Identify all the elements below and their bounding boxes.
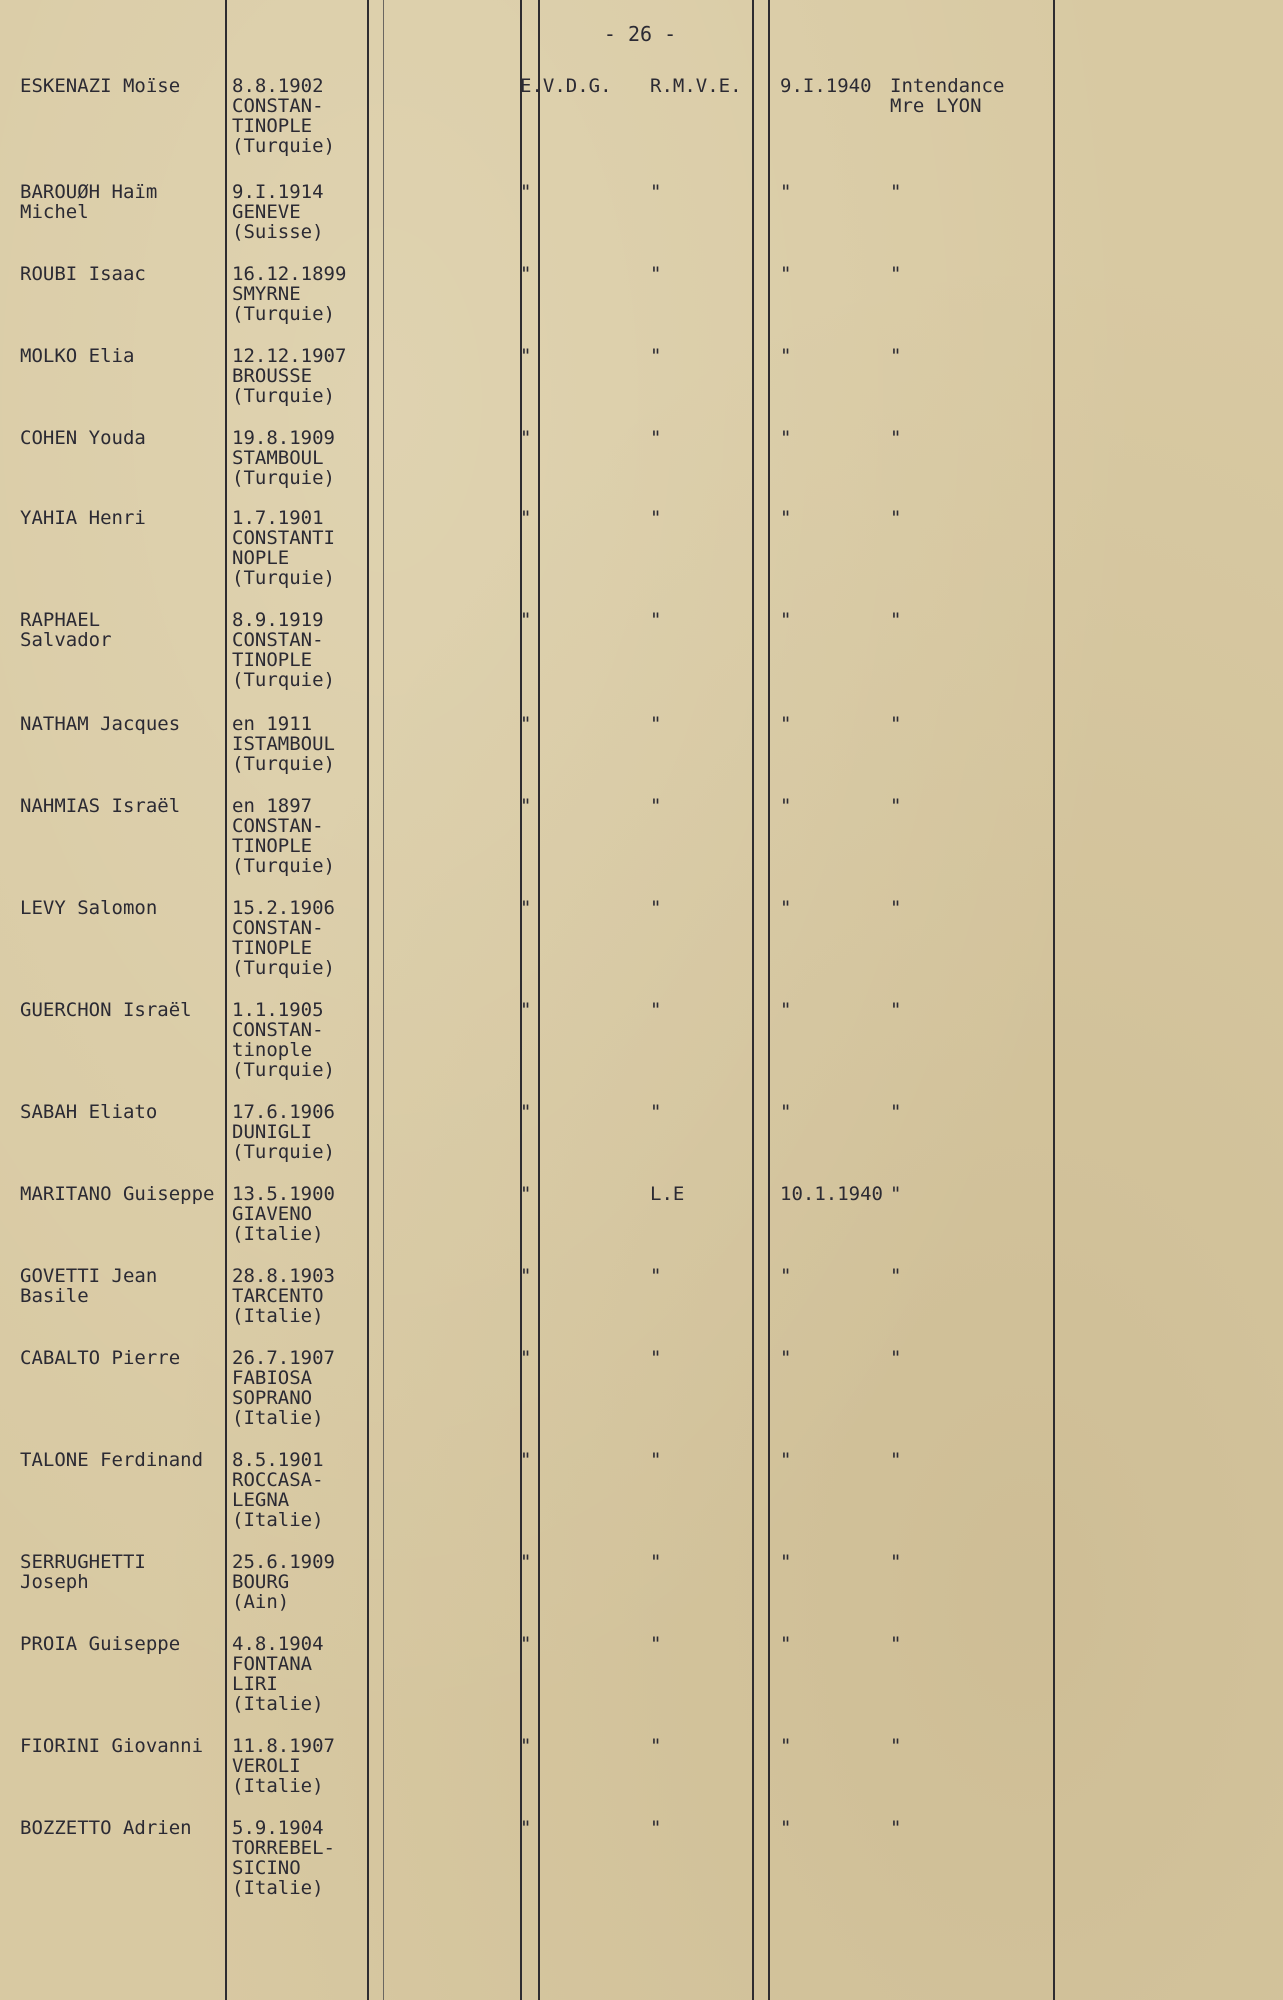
birth-info-line: 1.7.1901 bbox=[232, 507, 324, 529]
service-code: " bbox=[650, 999, 662, 1021]
birth-info-line: GENEVE bbox=[232, 201, 301, 223]
birth-info bbox=[232, 610, 372, 690]
person-name-line: RAPHAEL bbox=[20, 609, 101, 631]
column-rule bbox=[1053, 0, 1055, 2000]
assignment-cell-line: " bbox=[890, 1449, 902, 1471]
birth-info-line: 9.I.1914 bbox=[232, 181, 324, 203]
assignment-cell-line: " bbox=[890, 345, 902, 367]
date-cell: " bbox=[780, 795, 792, 817]
assignment-cell bbox=[890, 346, 1030, 366]
unit-code: " bbox=[520, 427, 532, 449]
service-code: " bbox=[650, 795, 662, 817]
birth-info-line: 13.5.1900 bbox=[232, 1183, 335, 1205]
unit-code: " bbox=[520, 1633, 532, 1655]
birth-info-line: (Italie) bbox=[232, 1509, 324, 1531]
assignment-cell bbox=[890, 1552, 1030, 1572]
birth-info-line: (Turquie) bbox=[232, 957, 335, 979]
assignment-cell bbox=[890, 1184, 1030, 1204]
birth-info bbox=[232, 428, 372, 488]
person-name-line: FIORINI Giovanni bbox=[20, 1735, 204, 1757]
date-cell: " bbox=[780, 427, 792, 449]
person-name-line: ESKENAZI Moïse bbox=[20, 75, 181, 97]
assignment-cell-line: " bbox=[890, 427, 902, 449]
birth-info-line: FABIOSA bbox=[232, 1367, 313, 1389]
birth-info-line: TINOPLE bbox=[232, 115, 313, 137]
birth-info-line: VEROLI bbox=[232, 1755, 301, 1777]
service-code: " bbox=[650, 1265, 662, 1287]
birth-info bbox=[232, 182, 372, 242]
assignment-cell bbox=[890, 264, 1030, 284]
assignment-cell bbox=[890, 76, 1030, 116]
person-name bbox=[20, 1000, 225, 1020]
person-name-line: ROUBI Isaac bbox=[20, 263, 146, 285]
service-code: " bbox=[650, 345, 662, 367]
birth-info-line: LIRI bbox=[232, 1673, 278, 1695]
person-name-line: LEVY Salomon bbox=[20, 897, 158, 919]
service-code: " bbox=[650, 1735, 662, 1757]
service-code: " bbox=[650, 1101, 662, 1123]
service-code: " bbox=[650, 263, 662, 285]
birth-info-line: CONSTAN- bbox=[232, 95, 324, 117]
unit-code: " bbox=[520, 897, 532, 919]
birth-info-line: (Turquie) bbox=[232, 135, 335, 157]
person-name bbox=[20, 428, 225, 448]
birth-info bbox=[232, 1552, 372, 1612]
person-name bbox=[20, 264, 225, 284]
service-code: " bbox=[650, 897, 662, 919]
person-name bbox=[20, 1634, 225, 1654]
unit-code: " bbox=[520, 507, 532, 529]
birth-info-line: 17.6.1906 bbox=[232, 1101, 335, 1123]
page-number: - 26 - bbox=[603, 22, 677, 46]
birth-info-line: TORREBEL- bbox=[232, 1837, 335, 1859]
unit-code: " bbox=[520, 1817, 532, 1839]
date-cell: " bbox=[780, 1265, 792, 1287]
assignment-cell bbox=[890, 796, 1030, 816]
person-name-line: BAROUØH Haïm bbox=[20, 181, 158, 203]
birth-info-line: (Italie) bbox=[232, 1775, 324, 1797]
birth-info-line: en 1897 bbox=[232, 795, 313, 817]
assignment-cell bbox=[890, 1348, 1030, 1368]
birth-info-line: STAMBOUL bbox=[232, 447, 324, 469]
column-rule bbox=[383, 0, 384, 2000]
unit-code: " bbox=[520, 1183, 532, 1205]
birth-info-line: (Suisse) bbox=[232, 221, 324, 243]
person-name-line: PROIA Guiseppe bbox=[20, 1633, 181, 1655]
birth-info-line: (Turquie) bbox=[232, 303, 335, 325]
birth-info bbox=[232, 346, 372, 406]
column-rule bbox=[225, 0, 227, 2000]
birth-info-line: en 1911 bbox=[232, 713, 313, 735]
date-cell: " bbox=[780, 1817, 792, 1839]
service-code: " bbox=[650, 1449, 662, 1471]
assignment-cell-line: " bbox=[890, 609, 902, 631]
birth-info bbox=[232, 264, 372, 324]
person-name bbox=[20, 796, 225, 816]
birth-info-line: (Italie) bbox=[232, 1305, 324, 1327]
birth-info-line: (Italie) bbox=[232, 1407, 324, 1429]
date-cell: " bbox=[780, 1101, 792, 1123]
person-name-line: NATHAM Jacques bbox=[20, 713, 181, 735]
birth-info-line: FONTANA bbox=[232, 1653, 313, 1675]
person-name-line: CABALTO Pierre bbox=[20, 1347, 181, 1369]
service-code: " bbox=[650, 507, 662, 529]
birth-info-line: TARCENTO bbox=[232, 1285, 324, 1307]
assignment-cell-line: " bbox=[890, 507, 902, 529]
birth-info-line: BROUSSE bbox=[232, 365, 313, 387]
assignment-cell bbox=[890, 1818, 1030, 1838]
birth-info-line: LEGNA bbox=[232, 1489, 290, 1511]
birth-info-line: 19.8.1909 bbox=[232, 427, 335, 449]
birth-info-line: SMYRNE bbox=[232, 283, 301, 305]
person-name bbox=[20, 508, 225, 528]
date-cell: " bbox=[780, 181, 792, 203]
date-cell: 9.I.1940 bbox=[780, 75, 872, 97]
unit-code: " bbox=[520, 1101, 532, 1123]
date-cell: " bbox=[780, 1347, 792, 1369]
assignment-cell-line: Mre LYON bbox=[890, 95, 982, 117]
assignment-cell-line: " bbox=[890, 1101, 902, 1123]
birth-info-line: (Italie) bbox=[232, 1223, 324, 1245]
birth-info-line: (Turquie) bbox=[232, 1141, 335, 1163]
assignment-cell bbox=[890, 898, 1030, 918]
birth-info bbox=[232, 1450, 372, 1530]
unit-code: " bbox=[520, 1347, 532, 1369]
unit-code: " bbox=[520, 713, 532, 735]
person-name bbox=[20, 182, 225, 222]
person-name-line: COHEN Youda bbox=[20, 427, 146, 449]
person-name bbox=[20, 1102, 225, 1122]
service-code: L.E bbox=[650, 1183, 685, 1205]
assignment-cell-line: " bbox=[890, 897, 902, 919]
date-cell: " bbox=[780, 1551, 792, 1573]
assignment-cell bbox=[890, 508, 1030, 528]
assignment-cell-line: " bbox=[890, 1265, 902, 1287]
person-name-line: GOVETTI Jean bbox=[20, 1265, 158, 1287]
assignment-cell-line: " bbox=[890, 1633, 902, 1655]
person-name-line: GUERCHON Israël bbox=[20, 999, 192, 1021]
birth-info-line: CONSTAN- bbox=[232, 815, 324, 837]
person-name-line: YAHIA Henri bbox=[20, 507, 146, 529]
person-name-line: SABAH Eliato bbox=[20, 1101, 158, 1123]
date-cell: " bbox=[780, 897, 792, 919]
person-name-line: MOLKO Elia bbox=[20, 345, 135, 367]
date-cell: " bbox=[780, 263, 792, 285]
unit-code: " bbox=[520, 263, 532, 285]
service-code: " bbox=[650, 1347, 662, 1369]
birth-info bbox=[232, 1634, 372, 1714]
assignment-cell bbox=[890, 1266, 1030, 1286]
unit-code: " bbox=[520, 1551, 532, 1573]
service-code: R.M.V.E. bbox=[650, 75, 742, 97]
birth-info bbox=[232, 1102, 372, 1162]
assignment-cell bbox=[890, 610, 1030, 630]
birth-info-line: CONSTANTI bbox=[232, 527, 335, 549]
birth-info-line: (Italie) bbox=[232, 1693, 324, 1715]
unit-code: " bbox=[520, 999, 532, 1021]
birth-info bbox=[232, 508, 372, 588]
birth-info-line: tinople bbox=[232, 1039, 313, 1061]
person-name bbox=[20, 1266, 225, 1306]
assignment-cell-line: " bbox=[890, 181, 902, 203]
service-code: " bbox=[650, 427, 662, 449]
service-code: " bbox=[650, 1817, 662, 1839]
birth-info-line: 28.8.1903 bbox=[232, 1265, 335, 1287]
birth-info-line: (Turquie) bbox=[232, 669, 335, 691]
birth-info bbox=[232, 714, 372, 774]
birth-info bbox=[232, 76, 372, 156]
assignment-cell bbox=[890, 1450, 1030, 1470]
birth-info-line: 4.8.1904 bbox=[232, 1633, 324, 1655]
assignment-cell-line: " bbox=[890, 1817, 902, 1839]
assignment-cell bbox=[890, 182, 1030, 202]
person-name bbox=[20, 1736, 225, 1756]
birth-info-line: (Turquie) bbox=[232, 753, 335, 775]
unit-code: " bbox=[520, 609, 532, 631]
birth-info bbox=[232, 1736, 372, 1796]
birth-info-line: 16.12.1899 bbox=[232, 263, 347, 285]
date-cell: " bbox=[780, 713, 792, 735]
person-name-line: Michel bbox=[20, 201, 89, 223]
service-code: " bbox=[650, 713, 662, 735]
assignment-cell-line: Intendance bbox=[890, 75, 1005, 97]
person-name bbox=[20, 1552, 225, 1592]
person-name-line: BOZZETTO Adrien bbox=[20, 1817, 192, 1839]
unit-code: " bbox=[520, 1265, 532, 1287]
assignment-cell-line: " bbox=[890, 1551, 902, 1573]
birth-info bbox=[232, 898, 372, 978]
date-cell: " bbox=[780, 1735, 792, 1757]
assignment-cell bbox=[890, 1736, 1030, 1756]
person-name bbox=[20, 1348, 225, 1368]
person-name bbox=[20, 1450, 225, 1470]
birth-info-line: TINOPLE bbox=[232, 835, 313, 857]
birth-info-line: TINOPLE bbox=[232, 937, 313, 959]
service-code: " bbox=[650, 1551, 662, 1573]
birth-info-line: DUNIGLI bbox=[232, 1121, 313, 1143]
service-code: " bbox=[650, 181, 662, 203]
unit-code: " bbox=[520, 1735, 532, 1757]
birth-info-line: (Turquie) bbox=[232, 467, 335, 489]
birth-info-line: (Turquie) bbox=[232, 385, 335, 407]
person-name-line: Basile bbox=[20, 1285, 89, 1307]
person-name-line: Joseph bbox=[20, 1571, 89, 1593]
assignment-cell bbox=[890, 1102, 1030, 1122]
unit-code: " bbox=[520, 1449, 532, 1471]
birth-info-line: 8.9.1919 bbox=[232, 609, 324, 631]
birth-info-line: NOPLE bbox=[232, 547, 290, 569]
assignment-cell bbox=[890, 1000, 1030, 1020]
date-cell: " bbox=[780, 999, 792, 1021]
unit-code: E.V.D.G. bbox=[520, 75, 612, 97]
birth-info-line: 11.8.1907 bbox=[232, 1735, 335, 1757]
assignment-cell-line: " bbox=[890, 1183, 902, 1205]
birth-info-line: (Italie) bbox=[232, 1877, 324, 1899]
assignment-cell bbox=[890, 1634, 1030, 1654]
assignment-cell-line: " bbox=[890, 1735, 902, 1757]
birth-info-line: 5.9.1904 bbox=[232, 1817, 324, 1839]
date-cell: " bbox=[780, 1449, 792, 1471]
date-cell: 10.1.1940 bbox=[780, 1183, 883, 1205]
birth-info-line: (Turquie) bbox=[232, 855, 335, 877]
person-name-line: SERRUGHETTI bbox=[20, 1551, 146, 1573]
birth-info-line: 15.2.1906 bbox=[232, 897, 335, 919]
person-name bbox=[20, 346, 225, 366]
birth-info-line: CONSTAN- bbox=[232, 917, 324, 939]
birth-info-line: BOURG bbox=[232, 1571, 290, 1593]
birth-info-line: ROCCASA- bbox=[232, 1469, 324, 1491]
birth-info-line: (Turquie) bbox=[232, 567, 335, 589]
birth-info-line: SOPRANO bbox=[232, 1387, 313, 1409]
birth-info-line: 1.1.1905 bbox=[232, 999, 324, 1021]
person-name bbox=[20, 610, 225, 650]
date-cell: " bbox=[780, 1633, 792, 1655]
person-name-line: Salvador bbox=[20, 629, 112, 651]
birth-info-line: 26.7.1907 bbox=[232, 1347, 335, 1369]
assignment-cell-line: " bbox=[890, 795, 902, 817]
service-code: " bbox=[650, 1633, 662, 1655]
assignment-cell-line: " bbox=[890, 1347, 902, 1369]
birth-info bbox=[232, 1348, 372, 1428]
unit-code: " bbox=[520, 345, 532, 367]
date-cell: " bbox=[780, 609, 792, 631]
birth-info-line: 8.5.1901 bbox=[232, 1449, 324, 1471]
assignment-cell-line: " bbox=[890, 713, 902, 735]
person-name bbox=[20, 898, 225, 918]
birth-info-line: CONSTAN- bbox=[232, 629, 324, 651]
person-name bbox=[20, 714, 225, 734]
birth-info-line: GIAVENO bbox=[232, 1203, 313, 1225]
person-name-line: MARITANO Guiseppe bbox=[20, 1183, 215, 1205]
birth-info-line: (Turquie) bbox=[232, 1059, 335, 1081]
birth-info bbox=[232, 796, 372, 876]
assignment-cell-line: " bbox=[890, 999, 902, 1021]
assignment-cell-line: " bbox=[890, 263, 902, 285]
birth-info-line: 12.12.1907 bbox=[232, 345, 347, 367]
birth-info bbox=[232, 1000, 372, 1080]
person-name bbox=[20, 76, 225, 96]
assignment-cell bbox=[890, 428, 1030, 448]
birth-info-line: 8.8.1902 bbox=[232, 75, 324, 97]
column-rule bbox=[768, 0, 770, 2000]
birth-info-line: (Ain) bbox=[232, 1591, 290, 1613]
person-name-line: TALONE Ferdinand bbox=[20, 1449, 204, 1471]
person-name-line: NAHMIAS Israël bbox=[20, 795, 181, 817]
person-name bbox=[20, 1184, 225, 1204]
birth-info-line: 25.6.1909 bbox=[232, 1551, 335, 1573]
service-code: " bbox=[650, 609, 662, 631]
birth-info-line: ISTAMBOUL bbox=[232, 733, 335, 755]
birth-info-line: SICINO bbox=[232, 1857, 301, 1879]
birth-info bbox=[232, 1818, 372, 1898]
date-cell: " bbox=[780, 507, 792, 529]
birth-info-line: CONSTAN- bbox=[232, 1019, 324, 1041]
birth-info-line: TINOPLE bbox=[232, 649, 313, 671]
unit-code: " bbox=[520, 181, 532, 203]
birth-info bbox=[232, 1266, 372, 1326]
date-cell: " bbox=[780, 345, 792, 367]
birth-info bbox=[232, 1184, 372, 1244]
person-name bbox=[20, 1818, 225, 1838]
unit-code: " bbox=[520, 795, 532, 817]
assignment-cell bbox=[890, 714, 1030, 734]
